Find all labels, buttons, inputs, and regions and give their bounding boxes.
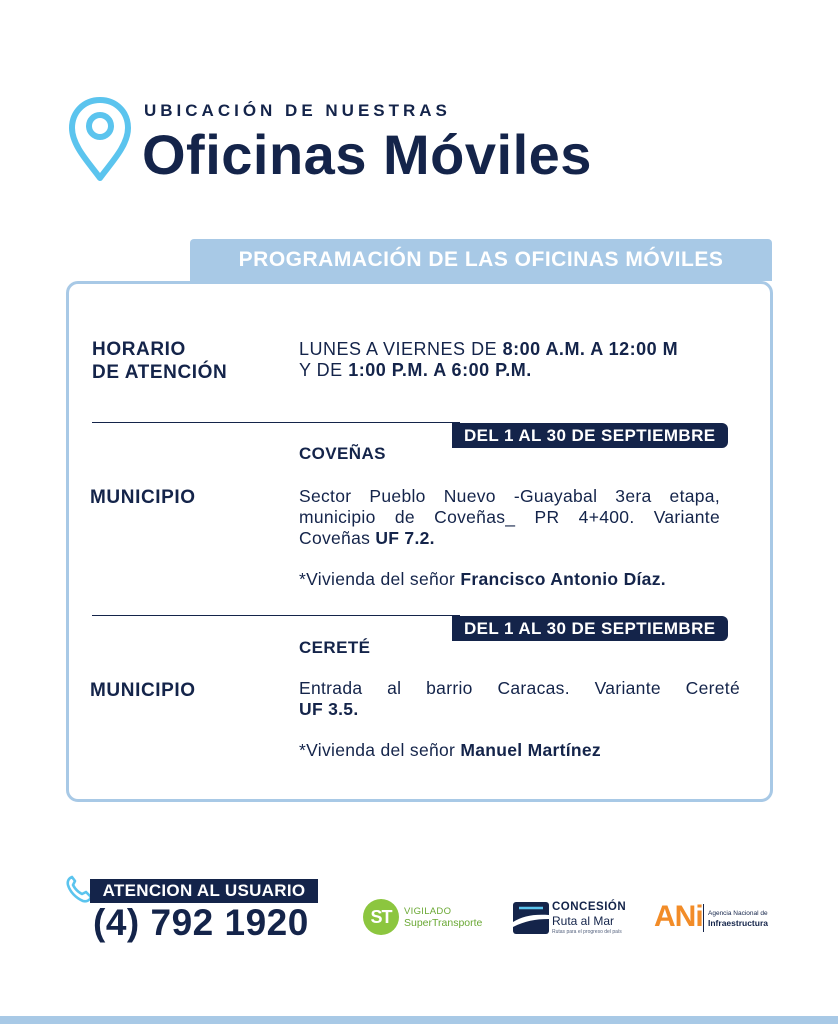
st-mark: ST (363, 899, 399, 935)
municipio-label-1: MUNICIPIO (90, 487, 196, 508)
header-kicker: UBICACIÓN DE NUESTRAS (144, 101, 451, 120)
phone-number[interactable]: (4) 792 1920 (93, 902, 309, 943)
note-cerete-name: Manuel Martínez (460, 740, 601, 760)
divider-2 (92, 615, 460, 616)
st-line1: VIGILADO (404, 906, 452, 917)
ani-line1: Agencia Nacional de (708, 910, 768, 917)
hours-line1-prefix: LUNES A VIERNES DE (299, 339, 503, 359)
place-covenas: COVEÑAS (299, 444, 386, 463)
attention-label: ATENCION AL USUARIO (102, 881, 306, 900)
divider-1 (92, 422, 460, 423)
hours-line1-bold: 8:00 A.M. A 12:00 M (502, 339, 679, 359)
address-covenas (299, 486, 720, 549)
schedule-label (92, 338, 227, 384)
concesion-line2: Ruta al Mar (552, 914, 615, 928)
schedule-label-line2: DE ATENCIÓN (92, 362, 228, 383)
address-covenas-line1: Sector Pueblo Nuevo -Guayabal 3era etapa, (299, 486, 720, 506)
ani-divider (703, 904, 704, 932)
ani-logo (654, 900, 774, 936)
address-cerete (299, 678, 740, 720)
location-pin-icon (68, 96, 132, 182)
municipio-label-2: MUNICIPIO (90, 680, 196, 701)
phone-icon (66, 875, 92, 903)
address-covenas-line3 (299, 528, 720, 549)
note-covenas-prefix: *Vivienda del señor (299, 569, 461, 589)
concesion-logo (513, 898, 631, 940)
ani-mark: ANi (654, 900, 703, 933)
place-cerete: CERETÉ (299, 638, 371, 657)
concesion-emblem-icon (513, 902, 549, 934)
hours-line2-prefix: Y DE (299, 360, 349, 380)
st-line2: SuperTransporte (404, 917, 483, 929)
bottom-accent-bar (0, 1016, 838, 1024)
note-covenas (299, 569, 666, 590)
page-title: Oficinas Móviles (142, 123, 592, 186)
date-badge-2: DEL 1 AL 30 DE SEPTIEMBRE (452, 616, 728, 641)
panel-tab-title: PROGRAMACIÓN DE LAS OFICINAS MÓVILES (238, 248, 724, 271)
ani-line2: Infraestructura (708, 918, 768, 928)
hours-line2-bold: 1:00 P.M. A 6:00 P.M. (348, 360, 532, 380)
note-cerete (299, 740, 601, 761)
concesion-tagline: Rutas para el progreso del país (552, 929, 622, 935)
address-cerete-line1: Entrada al barrio Caracas. Variante Cereté (299, 678, 740, 698)
note-cerete-prefix: *Vivienda del señor (299, 740, 461, 760)
note-covenas-name: Francisco Antonio Díaz. (460, 569, 666, 589)
address-covenas-line2: municipio de Coveñas_ PR 4+400. Variante (299, 507, 720, 527)
address-covenas-uf: UF 7.2. (375, 528, 435, 548)
schedule-label-line1: HORARIO (92, 339, 186, 360)
date-badge-1: DEL 1 AL 30 DE SEPTIEMBRE (452, 423, 728, 448)
schedule-hours-line2 (299, 360, 678, 381)
supertransporte-logo (363, 898, 487, 936)
address-cerete-uf: UF 3.5. (299, 699, 359, 719)
concesion-line1: CONCESIÓN (552, 901, 627, 913)
schedule-hours-line1 (299, 339, 678, 360)
address-covenas-line3-prefix: Coveñas (299, 528, 376, 548)
schedule-hours (299, 339, 678, 381)
